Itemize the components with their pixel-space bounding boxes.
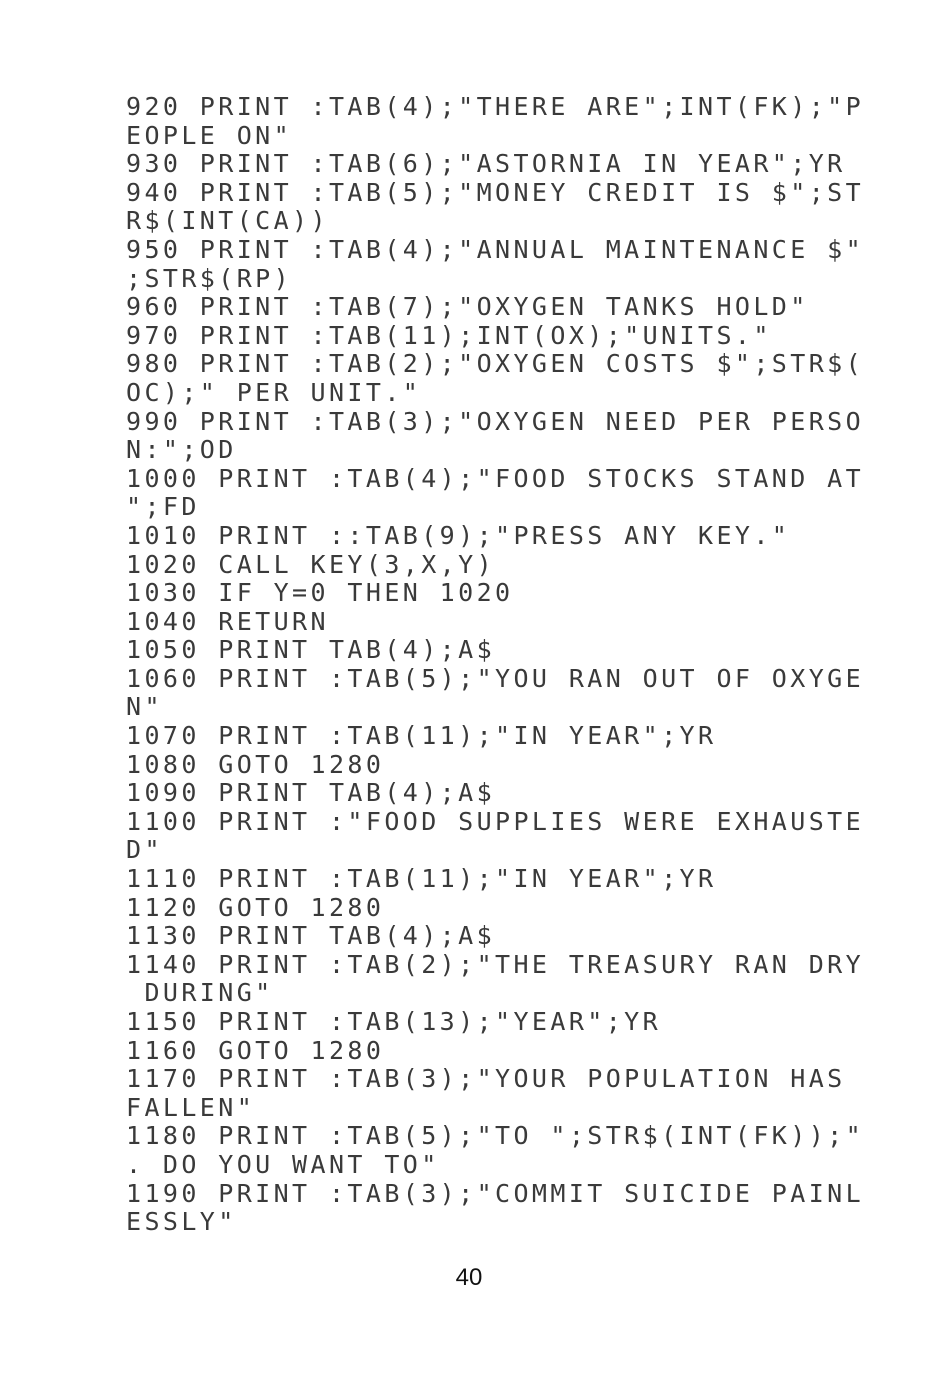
code-line: 920 PRINT :TAB(4);"THERE ARE";INT(FK);"P bbox=[126, 92, 865, 121]
code-line: 930 PRINT :TAB(6);"ASTORNIA IN YEAR";YR bbox=[126, 149, 846, 179]
code-line: 1020 CALL KEY(3,X,Y) bbox=[126, 549, 496, 579]
code-line: 1060 PRINT :TAB(5);"YOU RAN OUT OF OXYGE bbox=[126, 663, 865, 693]
code-line: ";FD bbox=[126, 492, 200, 522]
code-line: OC);" PER UNIT." bbox=[126, 377, 422, 407]
code-line: DURING" bbox=[126, 978, 274, 1008]
code-line: ESSLY" bbox=[126, 1207, 237, 1237]
program-listing bbox=[126, 92, 865, 1237]
code-line: 950 PRINT :TAB(4);"ANNUAL MAINTENANCE $" bbox=[126, 234, 865, 264]
code-line: N" bbox=[126, 692, 163, 722]
code-line: 1050 PRINT TAB(4);A$ bbox=[126, 635, 496, 665]
code-line: N:";OD bbox=[126, 435, 237, 465]
code-line: 1100 PRINT :"FOOD SUPPLIES WERE EXHAUSTE bbox=[126, 806, 865, 836]
code-line: 1120 GOTO 1280 bbox=[126, 892, 385, 922]
code-line: 1140 PRINT :TAB(2);"THE TREASURY RAN DRY bbox=[126, 949, 865, 979]
page-number: 40 bbox=[455, 1264, 483, 1291]
code-line: 980 PRINT :TAB(2);"OXYGEN COSTS $";STR$( bbox=[126, 349, 865, 379]
code-line: . DO YOU WANT TO" bbox=[126, 1149, 440, 1179]
code-line: 1090 PRINT TAB(4);A$ bbox=[126, 778, 496, 808]
code-line: 1150 PRINT :TAB(13);"YEAR";YR bbox=[126, 1007, 662, 1036]
code-line: 1040 RETURN bbox=[126, 606, 329, 636]
code-line: 1070 PRINT :TAB(11);"IN YEAR";YR bbox=[126, 721, 717, 751]
code-line: 1080 GOTO 1280 bbox=[126, 749, 385, 779]
code-line: 1170 PRINT :TAB(3);"YOUR POPULATION HAS bbox=[126, 1064, 846, 1094]
code-line: 990 PRINT :TAB(3);"OXYGEN NEED PER PERSO bbox=[126, 406, 865, 436]
code-line: 970 PRINT :TAB(11);INT(OX);"UNITS." bbox=[126, 320, 772, 350]
code-line: 1010 PRINT ::TAB(9);"PRESS ANY KEY." bbox=[126, 520, 791, 550]
code-line: 960 PRINT :TAB(7);"OXYGEN TANKS HOLD" bbox=[126, 292, 809, 322]
code-line: ;STR$(RP) bbox=[126, 263, 293, 293]
code-line: 1000 PRINT :TAB(4);"FOOD STOCKS STAND AT bbox=[126, 463, 865, 493]
code-line: 1110 PRINT :TAB(11);"IN YEAR";YR bbox=[126, 864, 717, 894]
code-line: R$(INT(CA)) bbox=[126, 206, 329, 236]
code-line: 1190 PRINT :TAB(3);"COMMIT SUICIDE PAINL bbox=[126, 1178, 865, 1208]
code-line: 1130 PRINT TAB(4);A$ bbox=[126, 921, 496, 951]
code-line: EOPLE ON" bbox=[126, 120, 293, 150]
code-line: 1160 GOTO 1280 bbox=[126, 1035, 385, 1065]
code-line: 940 PRINT :TAB(5);"MONEY CREDIT IS $";ST bbox=[126, 177, 865, 207]
code-line: 1180 PRINT :TAB(5);"TO ";STR$(INT(FK));" bbox=[126, 1121, 865, 1151]
code-line: FALLEN" bbox=[126, 1092, 256, 1122]
code-line: D" bbox=[126, 835, 163, 865]
code-line: 1030 IF Y=0 THEN 1020 bbox=[126, 578, 514, 608]
